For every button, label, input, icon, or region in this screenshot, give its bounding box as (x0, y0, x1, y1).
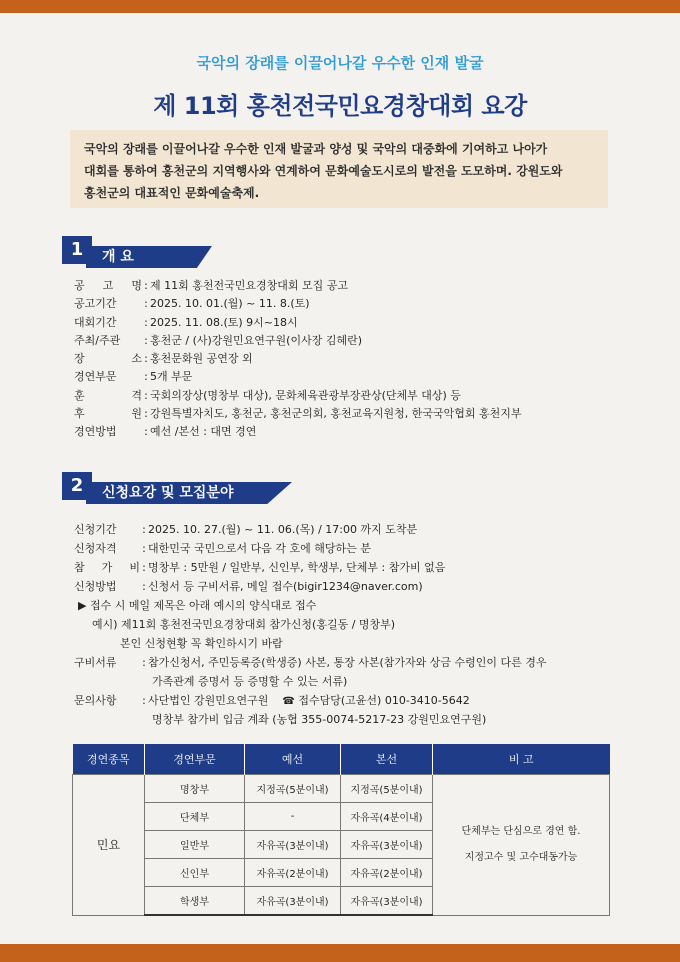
division-cell: 학생부 (145, 887, 245, 916)
page-title: 제 11회 홍천전국민요경창대회 요강 (153, 92, 527, 120)
table-header: 경연부문 (145, 744, 245, 775)
info-value: 2025. 11. 08.(토) 9시~18시 (150, 315, 298, 329)
info-value: 5개 부문 (150, 370, 193, 384)
remarks-cell (433, 775, 610, 916)
info-row: 경연방법 : 예선 /본선 : 대면 경연 (74, 423, 522, 441)
final-cell: 자유곡(3분이내) (341, 887, 433, 916)
info-key: 참 가 비 (74, 561, 140, 574)
info-row: 참 가 비 : 명창부 : 5만원 / 일반부, 신인부, 학생부, 단체부 : 참가비 없음 (74, 558, 547, 577)
info-key: 경연부문 (74, 370, 117, 384)
table-header: 본선 (341, 744, 433, 775)
info-value: 홍천문화원 공연장 외 (150, 352, 253, 366)
info-value: 2025. 10. 27.(월) ~ 11. 06.(목) / 17:00 까지 도착분 (148, 523, 418, 536)
info-value-cont: 가족관계 증명서 등 증명할 수 있는 서류) (152, 675, 348, 688)
email-note: ▶ 접수 시 메일 제목은 아래 예시의 양식대로 접수 (78, 599, 317, 612)
info-value: 홍천군 / (사)강원민요연구원(이사장 김혜란) (150, 333, 363, 347)
info-key: 주최/주관 (74, 333, 121, 347)
table-header: 비 고 (433, 744, 610, 775)
info-row: 신청방법 : 신청서 등 구비서류, 메일 접수(bigir1234@naver.com) (74, 577, 547, 596)
final-cell: 자유곡(4분이내) (341, 803, 433, 831)
confirm-note: 본인 신청현황 꼭 확인하시기 바람 (120, 637, 283, 650)
table-header: 경연종목 (73, 744, 145, 775)
info-key: 장 소 (74, 352, 142, 366)
info-row: 경연부문 : 5개 부문 (74, 368, 522, 386)
info-value: 접수담당(고윤선) 010-3410-5642 (298, 694, 470, 707)
section-number: 1 (62, 236, 92, 264)
info-key: 대회기간 (74, 315, 117, 329)
info-row: 문의사항 : 사단법인 강원민요연구원 ☎ 접수담당(고윤선) 010-3410-5642 (74, 691, 547, 710)
intro-line: 국악의 장래를 이끌어나갈 우수한 인재 발굴과 양성 및 국악의 대중화에 기여하고 나아가 (84, 142, 548, 156)
info-row: 장 소 : 홍천문화원 공연장 외 (74, 350, 522, 368)
info-key: 구비서류 (74, 656, 117, 669)
info-row: 후 원 : 강원특별자치도, 홍천군, 홍천군의회, 홍천교육지원청, 한국국악협회 홍천지부 (74, 405, 522, 423)
info-value: 국회의장상(명창부 대상), 문화체육관광부장관상(단체부 대상) 등 (150, 388, 461, 402)
final-cell: 자유곡(3분이내) (341, 831, 433, 859)
prelim-cell: 지정곡(5분이내) (245, 775, 341, 803)
division-cell: 신인부 (145, 859, 245, 887)
prelim-cell: 자유곡(3분이내) (245, 887, 341, 916)
page-subtitle: 국악의 장래를 이끌어나갈 우수한 인재 발굴 (196, 54, 484, 72)
intro-line: 홍천군의 대표적인 문화예술축제. (84, 186, 260, 200)
info-key: 경연방법 (74, 425, 117, 439)
info-row: 훈 격 : 국회의장상(명창부 대상), 문화체육관광부장관상(단체부 대상) 등 (74, 387, 522, 405)
prelim-cell: 자유곡(2분이내) (245, 859, 341, 887)
info-value: 강원특별자치도, 홍천군, 홍천군의회, 홍천교육지원청, 한국국악협회 홍천지부 (150, 407, 522, 421)
division-cell: 명창부 (145, 775, 245, 803)
top-border (0, 0, 680, 13)
info-row: 신청자격 : 대한민국 국민으로서 다음 각 호에 해당하는 분 (74, 539, 547, 558)
info-row: 대회기간 : 2025. 11. 08.(토) 9시~18시 (74, 314, 522, 332)
info-row: 공 고 명 : 제 11회 홍천전국민요경창대회 모집 공고 (74, 277, 522, 295)
prelim-cell: - (245, 803, 341, 831)
remark-line: 지정고수 및 고수대동가능 (464, 851, 578, 863)
info-row: 주최/주관 : 홍천군 / (사)강원민요연구원(이사장 김혜란) (74, 332, 522, 350)
info-value: 사단법인 강원민요연구원 (148, 694, 269, 707)
final-cell: 자유곡(2분이내) (341, 859, 433, 887)
intro-line: 대회를 통하여 홍천군의 지역행사와 연계하여 문화예술도시로의 발전을 도모하며. 강원도와 (84, 164, 563, 178)
info-value: 신청서 등 구비서류, 메일 접수(bigir1234@naver.com) (148, 580, 423, 593)
info-value: 참가신청서, 주민등록증(학생증) 사본, 통장 사본(참가자와 상금 수령인이 다른 경우 (148, 656, 547, 669)
table-row (73, 775, 610, 803)
info-key: 신청기간 (74, 523, 117, 536)
example-note: 예시) 제11회 홍천전국민요경창대회 참가신청(홍길동 / 명창부) (92, 618, 396, 631)
info-value: 제 11회 홍천전국민요경창대회 모집 공고 (150, 279, 348, 292)
prelim-cell: 자유곡(3분이내) (245, 831, 341, 859)
info-value-cont: 명창부 참가비 입금 계좌 (농협 355-0074-5217-23 강원민요연구원) (152, 713, 487, 726)
remark-line: 단체부는 단심으로 경연 함. (461, 825, 581, 837)
section-2-header (62, 472, 292, 504)
phone-icon: ☎ (282, 696, 295, 707)
division-cell: 일반부 (145, 831, 245, 859)
info-row: 신청기간 : 2025. 10. 27.(월) ~ 11. 06.(목) / 17:00 까지 도착분 (74, 520, 547, 539)
table-header: 예선 (245, 744, 341, 775)
section-number: 2 (62, 472, 92, 500)
info-key: 공 고 명 (74, 279, 142, 292)
intro-box (70, 130, 608, 208)
info-key: 공고기간 (74, 297, 117, 311)
bottom-border (0, 944, 680, 962)
info-value: 대한민국 국민으로서 다음 각 호에 해당하는 분 (148, 542, 371, 555)
section-label: 신청요강 및 모집분야 (102, 485, 234, 501)
info-row: 구비서류 : 참가신청서, 주민등록증(학생증) 사본, 통장 사본(참가자와 상금 수령인이 다른 경우 (74, 653, 547, 672)
application-list (74, 520, 547, 729)
competition-table (72, 744, 610, 916)
table-header-row (73, 744, 610, 775)
overview-list (74, 277, 522, 442)
info-key: 신청자격 (74, 542, 117, 555)
category-cell: 민요 (73, 775, 145, 916)
info-value: 2025. 10. 01.(월) ~ 11. 8.(토) (150, 297, 310, 311)
info-row: 공고기간 : 2025. 10. 01.(월) ~ 11. 8.(토) (74, 295, 522, 313)
final-cell: 지정곡(5분이내) (341, 775, 433, 803)
section-label: 개 요 (102, 249, 134, 265)
info-key: 문의사항 (74, 694, 117, 707)
section-1-header (62, 236, 212, 268)
division-cell: 단체부 (145, 803, 245, 831)
info-key: 훈 격 (74, 388, 142, 402)
info-key: 후 원 (74, 407, 142, 421)
info-value: 명창부 : 5만원 / 일반부, 신인부, 학생부, 단체부 : 참가비 없음 (148, 561, 446, 574)
info-key: 신청방법 (74, 580, 117, 593)
info-value: 예선 /본선 : 대면 경연 (150, 425, 257, 439)
